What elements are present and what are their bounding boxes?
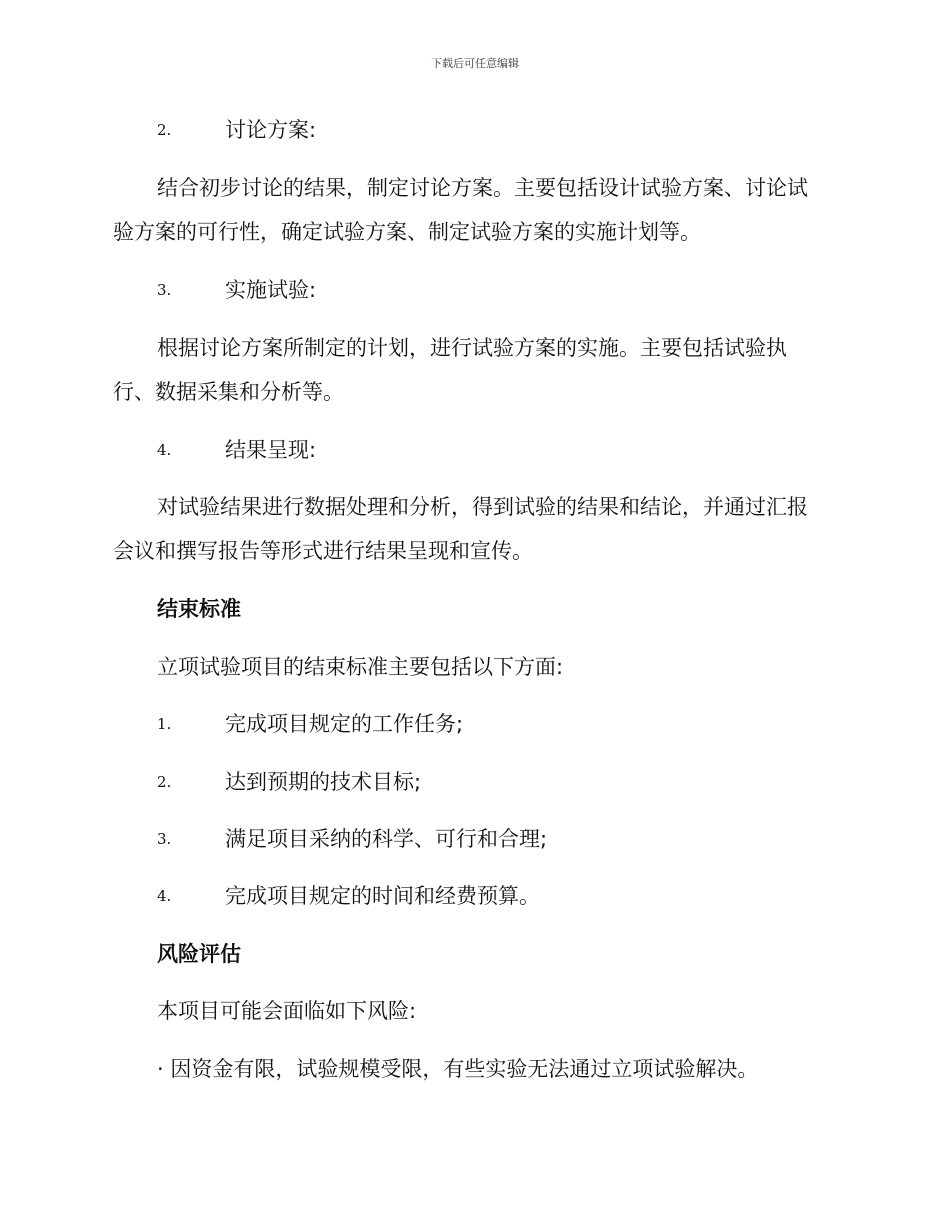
paragraph-line: 会议和撰写报告等形式进行结果呈现和宣传。 xyxy=(113,539,533,563)
list-number: 1. xyxy=(157,715,172,733)
list-text: 完成项目规定的工作任务; xyxy=(225,712,464,736)
paragraph-line: 结合初步讨论的结果，制定讨论方案。主要包括设计试验方案、讨论试 xyxy=(157,176,808,200)
list-text: 实施试验: xyxy=(225,278,317,302)
section-heading-risk-assessment: 风险评估 xyxy=(157,942,241,966)
list-text: 讨论方案: xyxy=(225,118,317,142)
paragraph-line: 立项试验项目的结束标准主要包括以下方面: xyxy=(157,655,564,679)
list-number: 3. xyxy=(157,281,172,299)
paragraph-line: 根据讨论方案所制定的计划，进行试验方案的实施。主要包括试验执 xyxy=(157,336,787,360)
list-number: 2. xyxy=(157,121,172,139)
list-number: 2. xyxy=(157,773,172,791)
list-number: 4. xyxy=(157,441,172,459)
paragraph-line: 本项目可能会面临如下风险: xyxy=(157,999,417,1023)
list-text: 结果呈现: xyxy=(225,438,317,462)
section-heading-end-criteria: 结束标准 xyxy=(157,597,241,621)
list-text: 完成项目规定的时间和经费预算。 xyxy=(225,884,540,908)
paragraph-line: 验方案的可行性，确定试验方案、制定试验方案的实施计划等。 xyxy=(113,220,701,244)
list-text: 达到预期的技术目标; xyxy=(225,770,422,794)
list-number: 3. xyxy=(157,830,172,848)
list-text: 满足项目采纳的科学、可行和合理; xyxy=(225,827,548,851)
bullet-item: · 因资金有限，试验规模受限，有些实验无法通过立项试验解决。 xyxy=(157,1057,759,1081)
paragraph-line: 行、数据采集和分析等。 xyxy=(113,380,344,404)
paragraph-line: 对试验结果进行数据处理和分析，得到试验的结果和结论，并通过汇报 xyxy=(157,495,808,519)
header-note: 下载后可任意编辑 xyxy=(431,57,519,70)
list-number: 4. xyxy=(157,887,172,905)
